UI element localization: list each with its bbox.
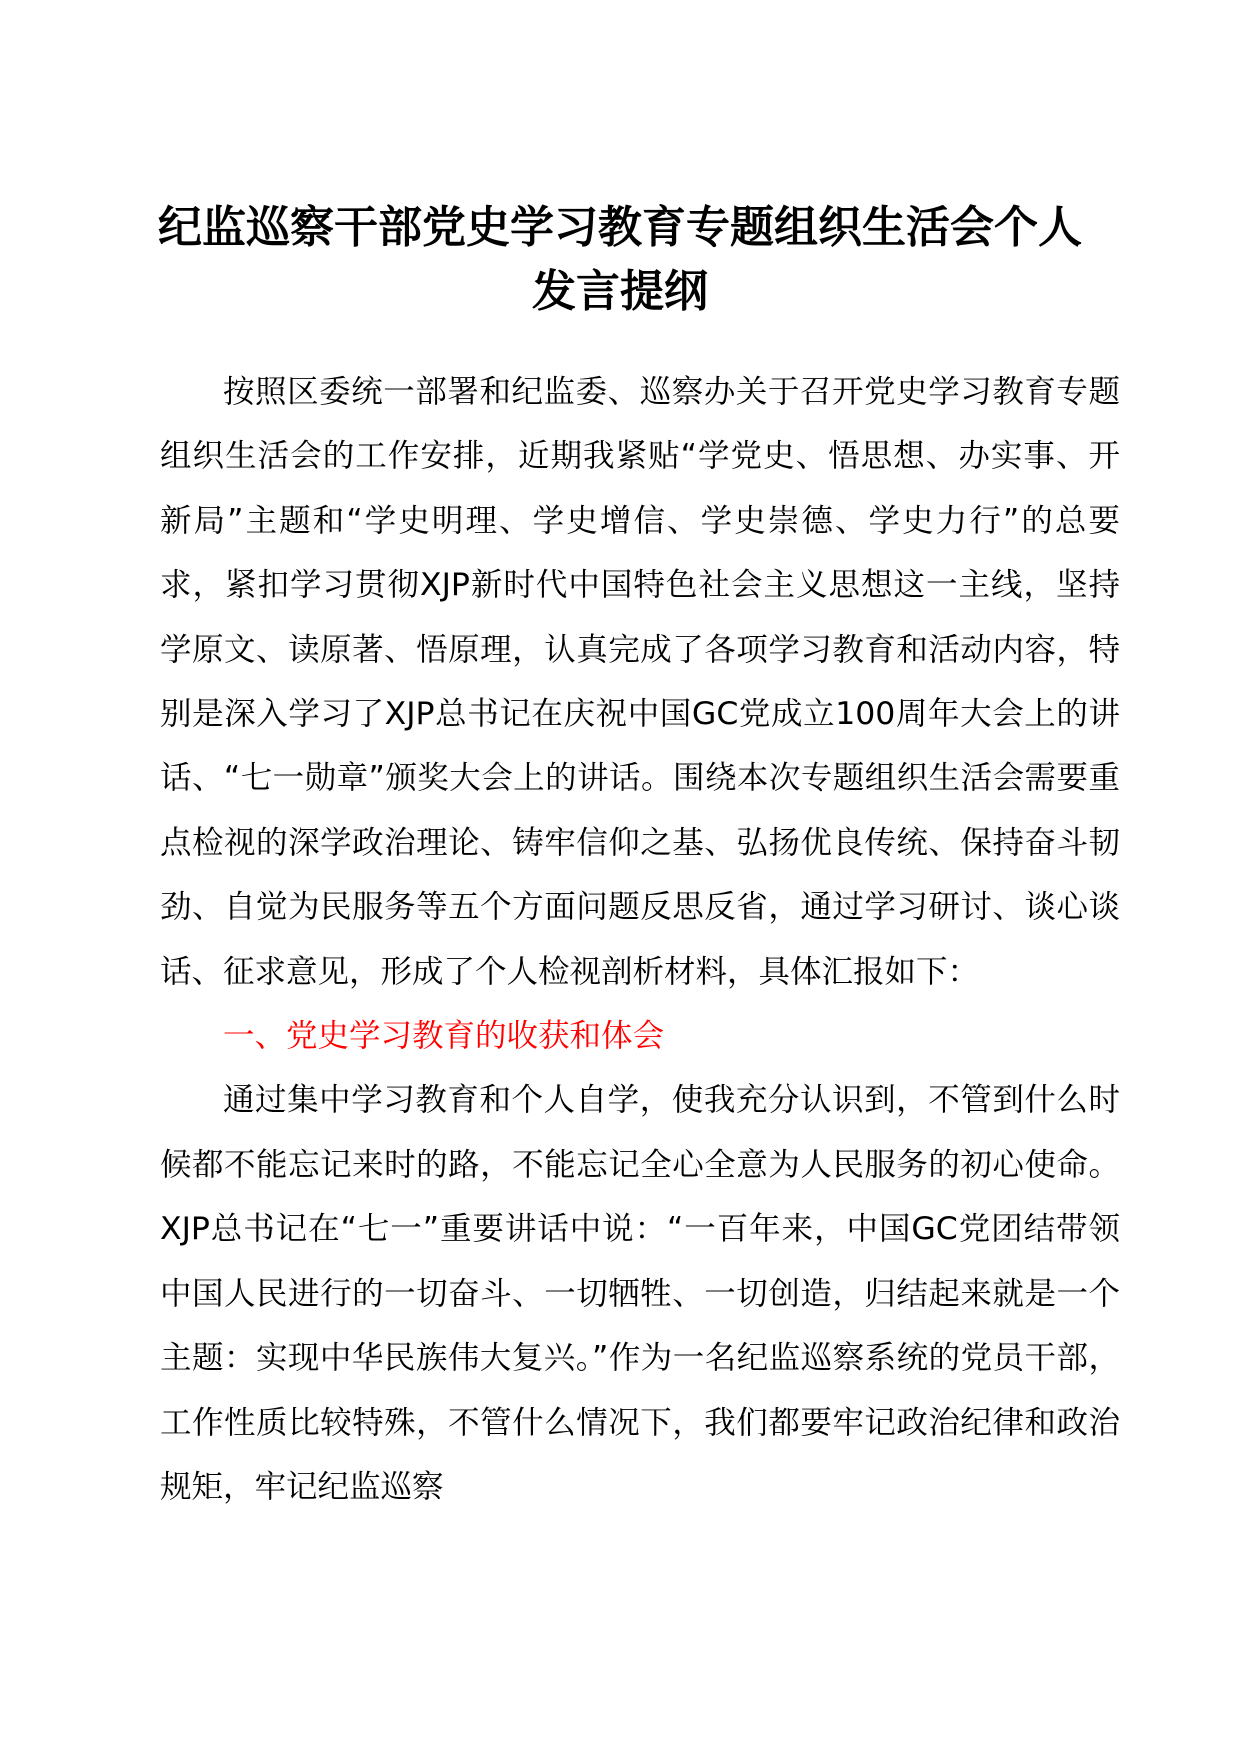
body-paragraph: 通过集中学习教育和个人自学，使我充分认识到，不管到什么时候都不能忘记来时的路，不能忘记全心全意为人民服务的初心使命。XJP总书记在“七一”重要讲话中说：“一百年来，中国GC党团结带领中国人民进行的一切奋斗、一切牺牲、一切创造，归结起来就是一个主题：实现中华民族伟大复兴。”作为一名纪监巡察系统的党员干部，工作性质比较特殊，不管什么情况下，我们都要牢记政治纪律和政治规矩，牢记纪监巡察	[160, 1082, 1120, 1505]
section-heading: 一、党史学习教育的收获和体会	[223, 1018, 665, 1055]
intro-paragraph: 按照区委统一部署和纪监委、巡察办关于召开党史学习教育专题组织生活会的工作安排，近期我紧贴“学党史、悟思想、办实事、开新局”主题和“学史明理、学史增信、学史崇德、学史力行”的总要求，紧扣学习贯彻XJP新时代中国特色社会主义思想这一主线，坚持学原文、读原著、悟原理，认真完成了各项学习教育和活动内容，特别是深入学习了XJP总书记在庆祝中国GC党成立100周年大会上的讲话、“七一勋章”颁奖大会上的讲话。围绕本次专题组织生活会需要重点检视的深学政治理论、铸牢信仰之基、弘扬优良传统、保持奋斗韧劲、自觉为民服务等五个方面问题反思反省，通过学习研讨、谈心谈话、征求意见，形成了个人检视剖析材料，具体汇报如下：	[160, 374, 1120, 990]
document-title: 纪监巡察干部党史学习教育专题组织生活会个人发言提纲	[158, 202, 1082, 317]
document-body	[160, 360, 1120, 1519]
